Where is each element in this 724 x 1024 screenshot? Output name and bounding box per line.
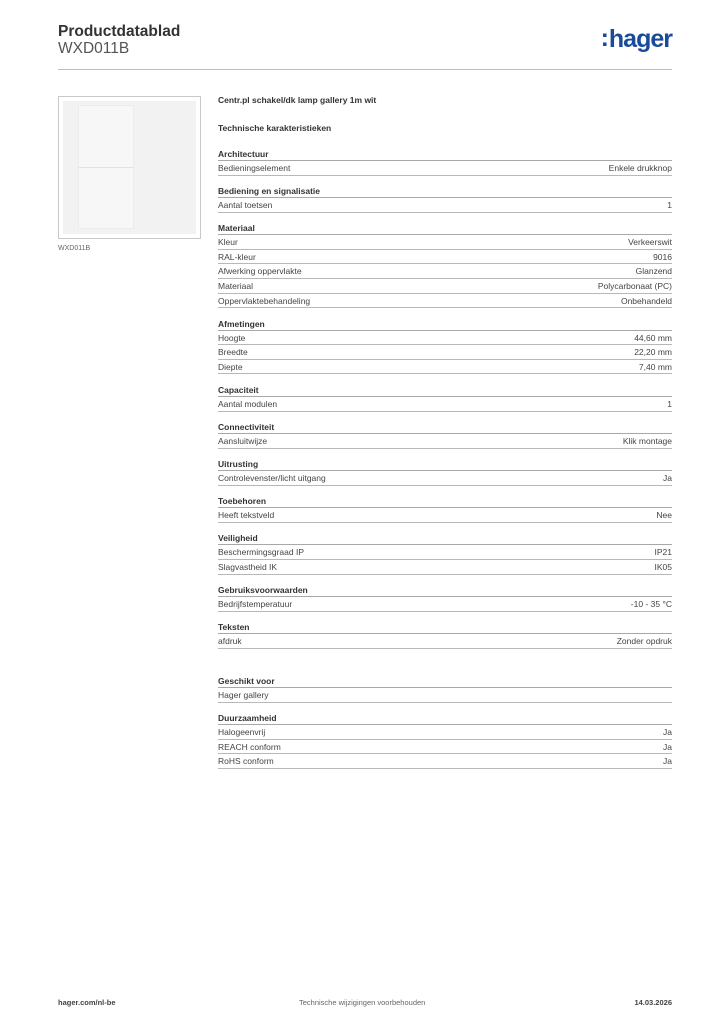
spec-label: Kleur bbox=[218, 237, 238, 248]
spec-value: Zonder opdruk bbox=[616, 636, 672, 647]
product-code: WXD011B bbox=[58, 40, 130, 57]
spec-row bbox=[218, 397, 672, 412]
group-title: Veiligheid bbox=[218, 532, 672, 545]
spec-value: Verkeerswit bbox=[628, 237, 672, 248]
group-title: Bediening en signalisatie bbox=[218, 185, 672, 198]
spec-row bbox=[218, 279, 672, 294]
spec-label: Afwerking oppervlakte bbox=[218, 266, 302, 277]
spec-row bbox=[218, 294, 672, 309]
switch-rocker bbox=[78, 105, 134, 229]
spec-label: Beschermingsgraad IP bbox=[218, 547, 304, 558]
document-title: Productdatablad bbox=[58, 23, 181, 40]
spec-row bbox=[218, 545, 672, 560]
spec-value: Polycarbonaat (PC) bbox=[597, 280, 672, 291]
spec-label: Aantal toetsen bbox=[218, 200, 273, 211]
spec-value: 1 bbox=[667, 398, 672, 409]
spec-value: Ja bbox=[663, 727, 672, 738]
spec-value: Ja bbox=[663, 473, 672, 484]
spec-label: Halogeenvrij bbox=[218, 727, 266, 738]
spec-group bbox=[218, 384, 672, 412]
footer-website: hager.com/nl-be bbox=[58, 998, 116, 1007]
spec-row bbox=[218, 740, 672, 755]
group-title: Afmetingen bbox=[218, 318, 672, 331]
spec-row bbox=[218, 471, 672, 486]
spec-group bbox=[218, 458, 672, 486]
spec-row bbox=[218, 634, 672, 649]
spec-value: Enkele drukknop bbox=[608, 163, 672, 173]
footer-disclaimer: Technische wijzigingen voorbehouden bbox=[299, 998, 426, 1007]
spec-group bbox=[218, 148, 672, 176]
spec-row bbox=[218, 688, 672, 703]
spec-label: Breedte bbox=[218, 347, 248, 358]
spec-row bbox=[218, 754, 672, 769]
spec-value: 7,40 mm bbox=[638, 361, 672, 372]
spec-value: IP21 bbox=[654, 547, 672, 558]
spec-label: Materiaal bbox=[218, 280, 253, 291]
spec-value: 9016 bbox=[653, 251, 672, 262]
spec-value: Onbehandeld bbox=[620, 295, 672, 306]
spec-value: Glanzend bbox=[635, 266, 672, 277]
spec-group bbox=[218, 421, 672, 449]
product-image bbox=[58, 96, 201, 239]
spec-label: Hager gallery bbox=[218, 690, 269, 701]
spec-group bbox=[218, 621, 672, 649]
hager-logo: :hager bbox=[600, 24, 672, 53]
group-title: Teksten bbox=[218, 621, 672, 634]
spec-row bbox=[218, 560, 672, 575]
spec-label: Hoogte bbox=[218, 332, 246, 343]
group-title: Toebehoren bbox=[218, 495, 672, 508]
spec-label: Bedieningselement bbox=[218, 163, 291, 173]
spec-group bbox=[218, 675, 672, 703]
group-title: Uitrusting bbox=[218, 458, 672, 471]
spec-group bbox=[218, 532, 672, 574]
footer-date: 14.03.2026 bbox=[634, 998, 672, 1007]
spec-row bbox=[218, 198, 672, 213]
spec-label: REACH conform bbox=[218, 741, 281, 752]
spec-value: Ja bbox=[663, 741, 672, 752]
spec-group bbox=[218, 318, 672, 375]
spec-row bbox=[218, 161, 672, 176]
switch-plate bbox=[63, 101, 196, 234]
spec-value: Nee bbox=[656, 510, 672, 521]
spec-row bbox=[218, 250, 672, 265]
group-title: Geschikt voor bbox=[218, 675, 672, 688]
spec-row bbox=[218, 597, 672, 612]
page-header bbox=[58, 20, 672, 70]
spec-row bbox=[218, 508, 672, 523]
spec-label: Slagvastheid IK bbox=[218, 561, 278, 572]
spec-label: Heeft tekstveld bbox=[218, 510, 275, 521]
spec-value: Ja bbox=[663, 756, 672, 767]
spec-label: Controlevenster/licht uitgang bbox=[218, 473, 326, 484]
group-title: Capaciteit bbox=[218, 384, 672, 397]
spec-label: Oppervlaktebehandeling bbox=[218, 295, 311, 306]
spec-label: Diepte bbox=[218, 361, 243, 372]
spec-value: 1 bbox=[667, 200, 672, 211]
spec-group bbox=[218, 185, 672, 213]
spec-group bbox=[218, 584, 672, 612]
spec-row bbox=[218, 331, 672, 346]
extra-groups bbox=[218, 675, 672, 769]
spec-value: 44,60 mm bbox=[634, 332, 672, 343]
spec-label: afdruk bbox=[218, 636, 242, 647]
spec-value: Klik montage bbox=[622, 436, 672, 447]
group-title: Materiaal bbox=[218, 222, 672, 235]
group-title: Architectuur bbox=[218, 148, 672, 161]
spec-row bbox=[218, 235, 672, 250]
spec-value: 22,20 mm bbox=[634, 347, 672, 358]
group-title: Connectiviteit bbox=[218, 421, 672, 434]
image-caption: WXD011B bbox=[58, 245, 91, 252]
spec-label: Aansluitwijze bbox=[218, 436, 268, 447]
spec-label: RAL-kleur bbox=[218, 251, 256, 262]
spec-group bbox=[218, 495, 672, 523]
group-title: Duurzaamheid bbox=[218, 712, 672, 725]
spec-row bbox=[218, 264, 672, 279]
spec-label: Bedrijfstemperatuur bbox=[218, 599, 293, 609]
spec-group bbox=[218, 222, 672, 308]
spec-row bbox=[218, 434, 672, 449]
section-heading: Technische karakteristieken bbox=[218, 123, 332, 133]
spec-group bbox=[218, 712, 672, 769]
spec-value: -10 - 35 °C bbox=[630, 599, 672, 609]
spec-label: RoHS conform bbox=[218, 756, 274, 767]
spec-row bbox=[218, 360, 672, 375]
spec-value: IK05 bbox=[654, 561, 672, 572]
spec-row bbox=[218, 725, 672, 740]
product-name: Centr.pl schakel/dk lamp gallery 1m wit bbox=[218, 95, 377, 105]
spec-row bbox=[218, 345, 672, 360]
spec-content bbox=[218, 95, 672, 779]
spec-groups bbox=[218, 148, 672, 649]
spec-label: Aantal modulen bbox=[218, 398, 278, 409]
group-title: Gebruiksvoorwaarden bbox=[218, 584, 672, 597]
